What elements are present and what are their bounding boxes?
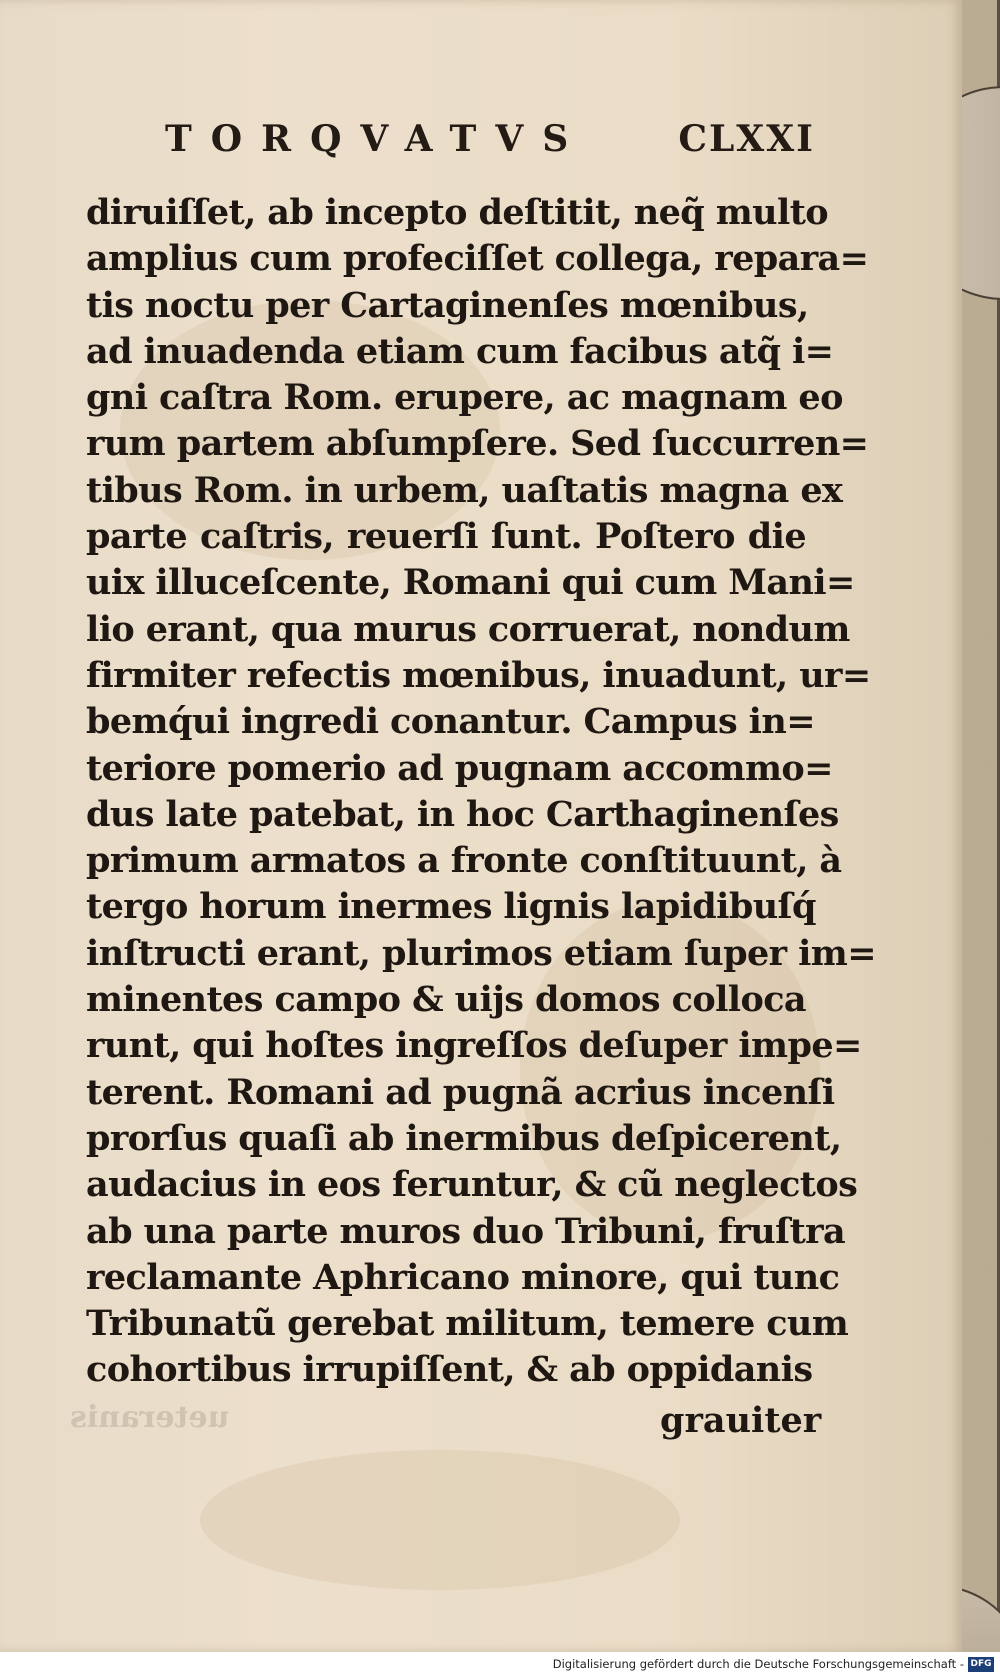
text-line: uix illuceſcente, Romani qui cum Mani= [86, 562, 855, 604]
text-line: bemq́ui ingredi conantur. Campus in= [86, 701, 815, 743]
text-line: ab una parte muros duo Tribuni, fruſtra [86, 1210, 846, 1252]
text-line: rum partem abſumpſere. Sed ſuccurren= [86, 423, 869, 465]
catchword: grauiter [660, 1400, 822, 1441]
text-line: parte caſtris, reuerſi ſunt. Poſtero die [86, 516, 806, 558]
text-line: inſtructi erant, plurimos etiam ſuper im= [86, 932, 876, 974]
text-line: tibus Rom. in urbem, uaſtatis magna ex [86, 469, 843, 511]
text-line: firmiter refectis mœnibus, inuadunt, ur= [86, 654, 871, 696]
text-line: runt, qui hoſtes ingreſſos deſuper impe= [86, 1025, 862, 1067]
text-line: diruiſſet, ab incepto deſtitit, neq̃ multo [86, 192, 829, 233]
text-line: minentes campo & uijs domos colloca [86, 979, 806, 1021]
text-line: dus late patebat, in hoc Carthaginenſes [86, 793, 839, 835]
text-line: teriore pomerio ad pugnam accommo= [86, 747, 833, 789]
dfg-logo: DFG [968, 1657, 994, 1672]
text-line: primum armatos a fronte conſtituunt, à [86, 840, 842, 882]
footer-credit: Digitalisierung gefördert durch die Deutsche Forschungsgemeinschaft - [552, 1657, 964, 1671]
text-line: amplius cum profeciſſet collega, repara= [86, 238, 869, 280]
text-line: cohortibus irrupiſſent, & ab oppidanis [86, 1349, 813, 1391]
digitization-footer [0, 1652, 1000, 1678]
text-line: tis noctu per Cartaginenſes mœnibus, [86, 284, 809, 326]
running-title: TORQVATVS [165, 118, 588, 160]
text-line: prorſus quaſi ab inermibus deſpicerent, [86, 1117, 842, 1159]
text-line: tergo horum inermes lignis lapidibuſq́ [86, 886, 816, 928]
page-header [165, 118, 815, 168]
paper-stain [200, 1450, 680, 1590]
text-line: ad inuadenda etiam cum facibus atq̃ i= [86, 330, 834, 372]
text-line: lio erant, qua murus corruerat, nondum [86, 608, 850, 650]
text-line: gni caſtra Rom. erupere, ac magnam eo [86, 377, 843, 419]
text-line: reclamante Aphricano minore, qui tunc [86, 1256, 840, 1298]
text-line: Tribunatũ gerebat militum, temere cum [86, 1303, 849, 1345]
text-line: terent. Romani ad pugnã acrius incenſi [86, 1071, 835, 1113]
text-line: audacius in eos feruntur, & cũ neglectos [86, 1164, 858, 1206]
folio-number: CLXXI [678, 118, 815, 160]
bleedthrough-text: ueteranis [70, 1400, 230, 1435]
body-text [86, 190, 876, 1394]
